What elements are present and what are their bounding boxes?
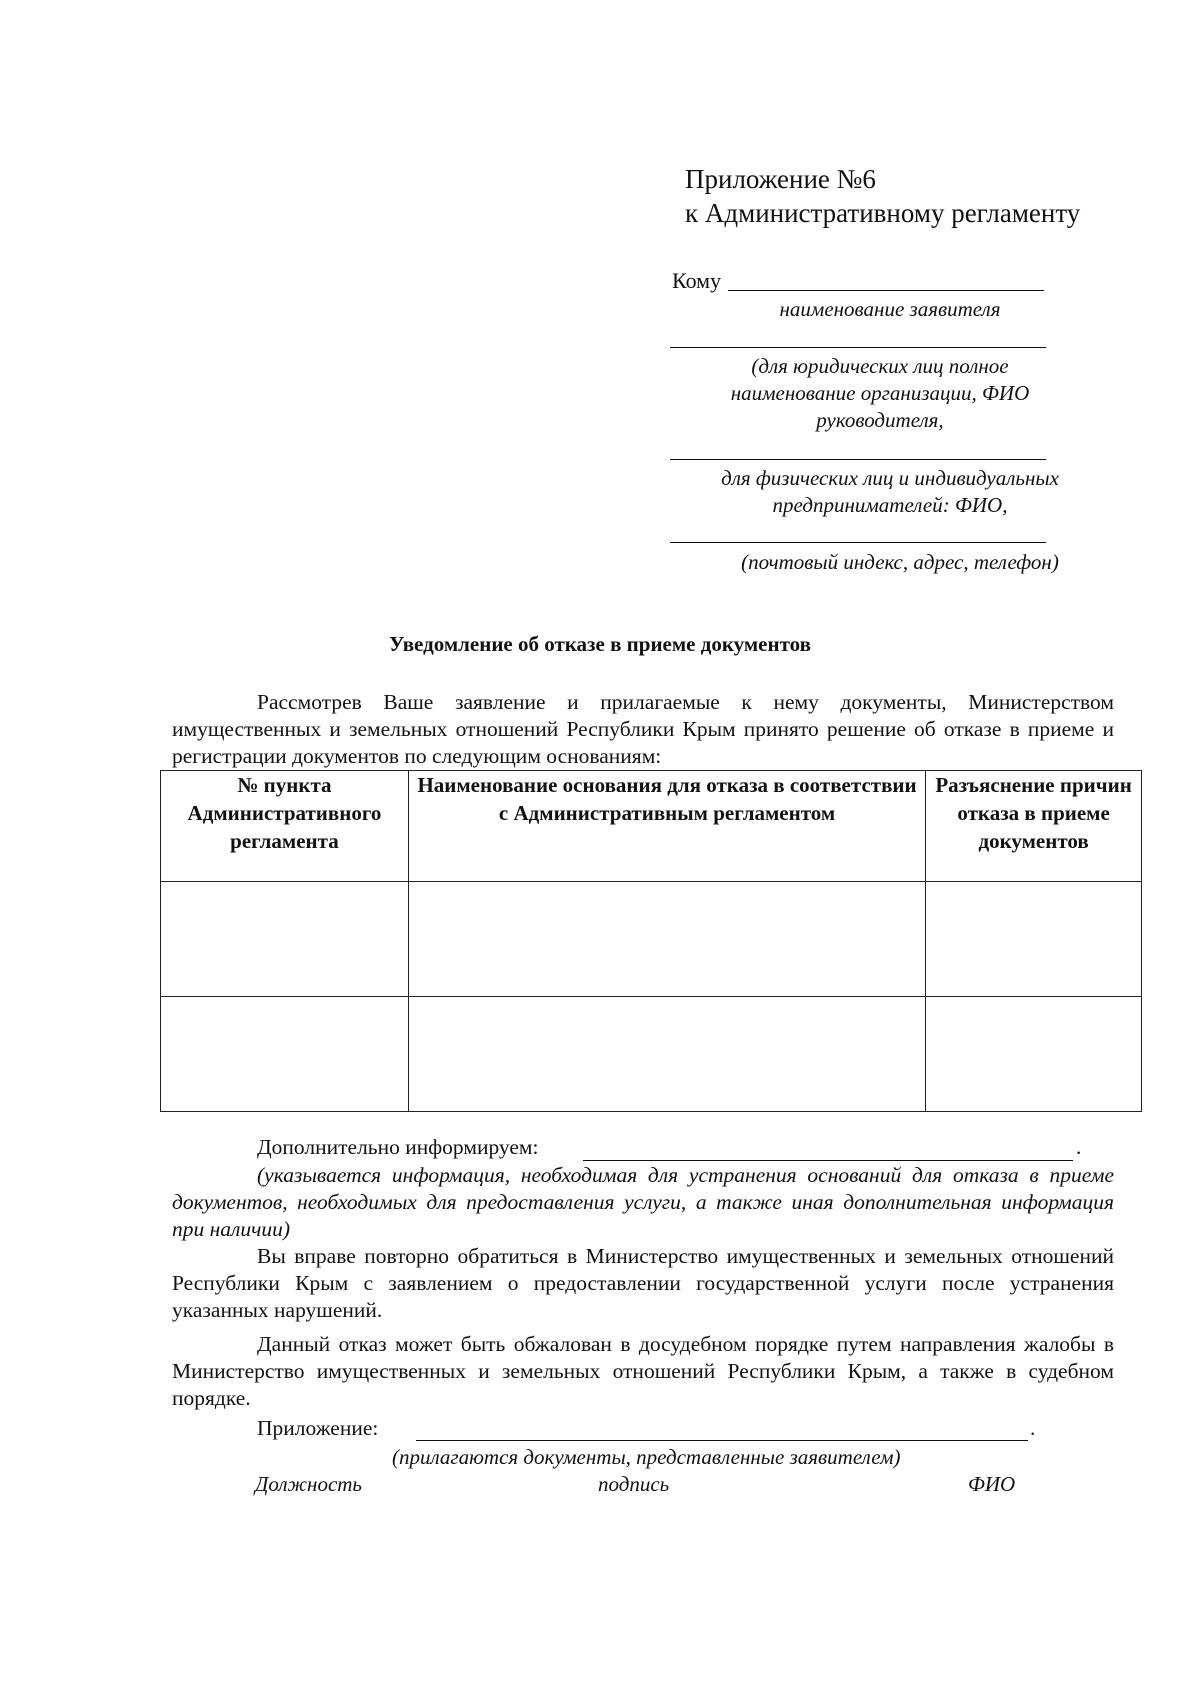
appendix-line-1: Приложение №6 [685, 164, 876, 194]
hint-applicant-name: наименование заявителя [779, 297, 1001, 321]
addressee-line-2 [670, 347, 1046, 348]
table-cell [161, 882, 409, 997]
table-cell [926, 882, 1142, 997]
additional-info-label: Дополнительно информируем: [257, 1135, 539, 1159]
table-cell [408, 882, 925, 997]
intro-paragraph: Рассмотрев Ваше заявление и прилагаемые к нему документы, Министерством имущественных и земельных отношений Республики Крым принято решение об отказе в приеме и регистрации документов по следующим основаниям: [172, 690, 1114, 768]
signature-name: ФИО [968, 1472, 1016, 1496]
hint-legal-entity [690, 353, 1070, 434]
table-cell [408, 997, 925, 1112]
header-refusal-explanation: Разъяснение причин отказа в приеме документов [926, 771, 1142, 882]
attachment-note: (прилагаются документы, представленные заявителем) [392, 1445, 901, 1469]
addressee-line-4 [670, 542, 1046, 543]
hint-individual [680, 465, 1100, 519]
signature-position: Должность [255, 1472, 362, 1496]
table-header-row [161, 771, 1142, 882]
appeal-paragraph: Данный отказ может быть обжалован в досудебном порядке путем направления жалобы в Министерство имущественных и земельных отношений Республики Крым, а также в судебном порядке. [172, 1332, 1114, 1410]
table-cell [161, 997, 409, 1112]
hint-address: (почтовый индекс, адрес, телефон) [741, 550, 1059, 574]
signature-sign: подпись [598, 1472, 670, 1496]
appendix-line-2: к Административному регламенту [685, 198, 1081, 228]
addressee-line-3 [670, 459, 1046, 460]
repeat-application-paragraph: Вы вправе повторно обратиться в Министерство имущественных и земельных отношений Республики Крым с заявлением о предоставлении государственной услуги после устранения указанных нарушений. [172, 1244, 1114, 1322]
attachment-line [416, 1440, 1028, 1441]
table-row [161, 997, 1142, 1112]
additional-info-line [583, 1160, 1073, 1161]
additional-info-note: (указывается информация, необходимая для устранения оснований для отказа в приеме документов, необходимых для предоставления услуги, а также иная дополнительная информация при наличии) [172, 1163, 1114, 1241]
hint-individual-line-2: предпринимателей: ФИО, [772, 493, 1008, 517]
to-label: Кому [672, 268, 722, 293]
addressee-name-line [728, 290, 1044, 291]
table-row [161, 882, 1142, 997]
hint-legal-line-3: руководителя, [816, 408, 944, 432]
hint-individual-line-1: для физических лиц и индивидуальных [721, 466, 1059, 490]
refusal-table [160, 770, 1142, 1112]
attachment-dot: . [1030, 1416, 1036, 1440]
header-clause-number: № пункта Административного регламента [161, 771, 409, 882]
notice-title: Уведомление об отказе в приеме документов [389, 632, 811, 656]
table-cell [926, 997, 1142, 1112]
attachment-label: Приложение: [257, 1416, 379, 1440]
hint-legal-line-1: (для юридических лиц полное [751, 354, 1009, 378]
additional-info-dot: . [1076, 1135, 1082, 1159]
hint-legal-line-2: наименование организации, ФИО [730, 381, 1030, 405]
header-refusal-ground: Наименование основания для отказа в соответствии с Административным регламентом [408, 771, 925, 882]
appendix-title [685, 162, 1080, 230]
